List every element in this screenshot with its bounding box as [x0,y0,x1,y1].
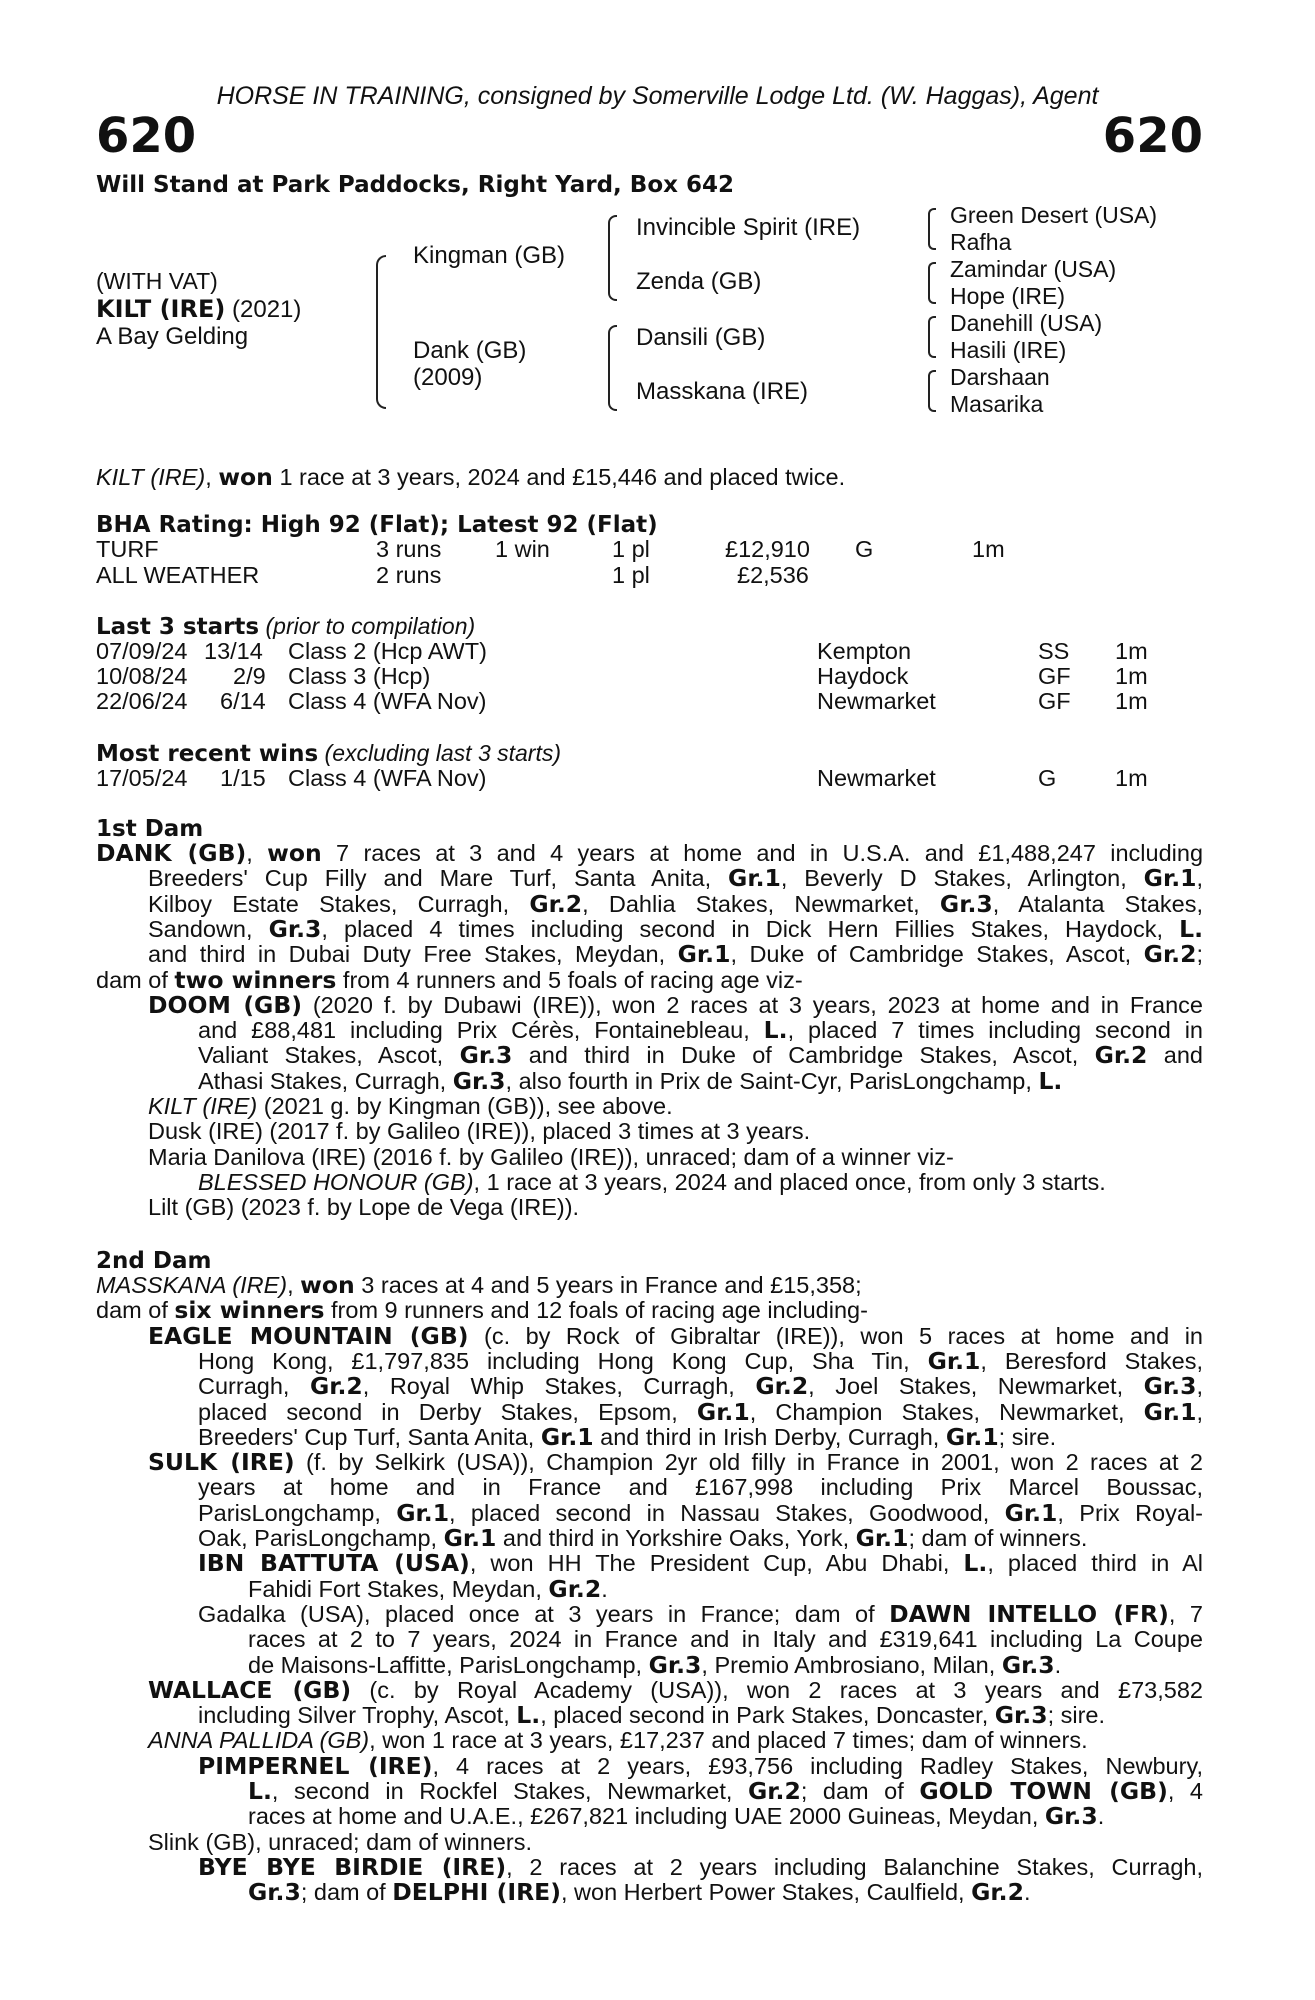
start-pos: 13/14 [204,638,263,664]
second_dam-line: L., second in Rockfel Stakes, Newmarket, Gr.2; dam of GOLD TOWN (GB), 4 [248,1777,1203,1805]
second_dam-line: PIMPERNEL (IRE), 4 races at 2 years, £93,756 including Radley Stakes, Newbury, [198,1751,1203,1780]
start-class: Class 3 (Hcp) [288,663,431,689]
last-starts-heading: Last 3 starts [96,614,260,640]
first-dam-heading: 1st Dam [96,816,204,842]
second_dam-line: Hong Kong, £1,797,835 including Hong Kong Cup, Sha Tin, Gr.1, Beresford Stakes, [198,1346,1203,1375]
second_dam-line: Slink (GB), unraced; dam of winners. [148,1828,532,1855]
first_dam-line: Dusk (IRE) (2017 f. by Galileo (IRE)), placed 3 times at 3 years. [148,1118,811,1145]
rating-wins: 1 win [495,536,550,562]
second_dam-line: ParisLongchamp, Gr.1, placed second in Nassau Stakes, Goodwood, Gr.1, Prix Royal- [198,1498,1203,1527]
recent-wins-heading: Most recent wins [96,741,319,767]
first_dam-line: DOOM (GB) (2020 f. by Dubawi (IRE)), won 2 races at 3 years, 2023 at home and in France [148,990,1203,1019]
second_dam-line: ANNA PALLIDA (GB), won 1 race at 3 years, £17,237 and placed 7 times; dam of winners. [148,1727,1088,1754]
pedigree-brace [608,215,617,301]
horse-title [96,295,301,324]
start-class: Class 2 (Hcp AWT) [288,638,487,664]
pedigree-g3-1: Green Desert (USA) [950,202,1158,228]
consignment-header: HORSE IN TRAINING, consigned by Somerville Lodge Ltd. (W. Haggas), Agent [216,82,1099,110]
summary-won: won [218,463,273,491]
second_dam-line: including Silver Trophy, Ascot, L., placed second in Park Stakes, Doncaster, Gr.3; sire. [198,1701,1106,1730]
pedigree-g3-5: Danehill (USA) [950,310,1103,336]
start-class: Class 4 (WFA Nov) [288,688,487,714]
summary-text: 1 race at 3 years, 2024 and £15,446 and placed twice. [279,464,846,490]
win-class: Class 4 (WFA Nov) [288,765,487,791]
first_dam-line: Valiant Stakes, Ascot, Gr.3 and third in Duke of Cambridge Stakes, Ascot, Gr.2 and [198,1041,1203,1070]
second_dam-line: WALLACE (GB) (c. by Royal Academy (USA)), won 2 races at 3 years and £73,582 [148,1675,1203,1704]
start-going: GF [1038,663,1071,689]
vat-note: (WITH VAT) [96,268,218,294]
horse-name: KILT (IRE) [96,295,226,323]
pedigree-brace [928,316,936,358]
pedigree-brace [928,208,936,250]
lot-number-right: 620 [1102,108,1203,164]
win-course: Newmarket [817,765,936,791]
first_dam-line: and £88,481 including Prix Cérès, Fontainebleau, L., placed 7 times including second in [198,1016,1203,1045]
second_dam-line: placed second in Derby Stakes, Epsom, Gr.1, Champion Stakes, Newmarket, Gr.1, [198,1397,1204,1426]
first_dam-line: BLESSED HONOUR (GB), 1 race at 3 years, 2024 and placed once, from only 3 starts. [198,1168,1106,1195]
pedigree-sire: Kingman (GB) [413,242,566,269]
first_dam-line: KILT (IRE) (2021 g. by Kingman (GB)), see above. [148,1093,673,1119]
rating-surface: ALL WEATHER [96,562,260,588]
pedigree-g3-4: Hope (IRE) [950,283,1066,309]
pedigree-brace [928,370,936,412]
win-date: 17/05/24 [96,765,188,791]
start-course: Newmarket [817,688,936,714]
pedigree-dam: Dank (GB) [413,337,527,364]
pedigree-g3-8: Masarika [950,391,1044,417]
first_dam-line: dam of two winners from 4 runners and 5 foals of racing age viz- [96,965,803,994]
rating-runs: 3 runs [376,536,442,562]
second_dam-line: Curragh, Gr.2, Royal Whip Stakes, Curragh, Gr.2, Joel Stakes, Newmarket, Gr.3, [198,1372,1203,1401]
second_dam-line: MASSKANA (IRE), won 3 races at 4 and 5 years in France and £15,358; [96,1271,862,1299]
start-going: GF [1038,688,1071,714]
start-date: 10/08/24 [96,663,188,689]
start-pos: 2/9 [233,663,266,689]
start-dist: 1m [1115,663,1148,689]
rating-going: G [855,536,874,562]
race-summary: KILT (IRE), won 1 race at 3 years, 2024 and £15,446 and placed twice. [96,463,846,491]
recent-wins-note: (excluding last 3 starts) [324,740,562,766]
second_dam-line: IBN BATTUTA (USA), won HH The President Cup, Abu Dhabi, L., placed third in Al [198,1549,1204,1578]
rating-runs: 2 runs [376,562,442,588]
second_dam-line: de Maisons-Laffitte, ParisLongchamp, Gr.3, Premio Ambrosiano, Milan, Gr.3. [248,1650,1062,1679]
start-dist: 1m [1115,638,1148,664]
lot-number-left: 620 [96,108,197,164]
last-starts-title [96,613,475,640]
first_dam-line: Lilt (GB) (2023 f. by Lope de Vega (IRE)). [148,1194,580,1221]
first_dam-line: Kilboy Estate Stakes, Curragh, Gr.2, Dahlia Stakes, Newmarket, Gr.3, Atalanta Stakes, [148,889,1204,918]
second_dam-line: BYE BYE BIRDIE (IRE), 2 races at 2 years including Balanchine Stakes, Curragh, [198,1852,1203,1881]
horse-year: (2021) [232,296,302,323]
second_dam-line: Oak, ParisLongchamp, Gr.1 and third in Yorkshire Oaks, York, Gr.1; dam of winners. [198,1524,1088,1552]
bha-rating-title: BHA Rating: High 92 (Flat); Latest 92 (Flat) [96,512,658,538]
pedigree-dam-year: (2009) [413,364,483,391]
rating-money: £2,536 [737,562,809,588]
second-dam-heading: 2nd Dam [96,1248,212,1274]
win-going: G [1038,765,1057,791]
first_dam-line: Maria Danilova (IRE) (2016 f. by Galileo (IRE)), unraced; dam of a winner viz- [148,1143,954,1170]
rating-placed: 1 pl [612,536,650,562]
second_dam-line: Fahidi Fort Stakes, Meydan, Gr.2. [248,1574,608,1603]
pedigree-g3-6: Hasili (IRE) [950,337,1067,363]
first_dam-line: Sandown, Gr.3, placed 4 times including second in Dick Hern Fillies Stakes, Haydock, L. [148,914,1203,943]
stand-location: Will Stand at Park Paddocks, Right Yard, Box 642 [96,172,734,198]
pedigree-g3-7: Darshaan [950,364,1050,390]
rating-dist: 1m [972,536,1005,562]
summary-horse-name: KILT (IRE) [96,464,206,490]
rating-money: £12,910 [725,536,810,562]
first_dam-line: Breeders' Cup Filly and Mare Turf, Santa Anita, Gr.1, Beverly D Stakes, Arlington, Gr.1, [148,864,1204,893]
second_dam-line: dam of six winners from 9 runners and 12 foals of racing age including- [96,1296,868,1325]
start-course: Kempton [817,638,912,664]
first_dam-line: and third in Dubai Duty Free Stakes, Meydan, Gr.1, Duke of Cambridge Stakes, Ascot, Gr.2; [148,940,1203,969]
pedigree-brace [376,255,386,409]
start-going: SS [1038,638,1070,664]
pedigree-dam-dam: Masskana (IRE) [636,378,809,405]
rating-placed: 1 pl [612,562,650,588]
start-date: 07/09/24 [96,638,188,664]
win-pos: 1/15 [220,765,266,791]
pedigree-sire-sire: Invincible Spirit (IRE) [636,214,861,241]
second_dam-line: Breeders' Cup Turf, Santa Anita, Gr.1 and third in Irish Derby, Curragh, Gr.1; sire. [198,1422,1057,1451]
first_dam-line: Athasi Stakes, Curragh, Gr.3, also fourth in Prix de Saint-Cyr, ParisLongchamp, L. [198,1066,1063,1095]
win-dist: 1m [1115,765,1148,791]
rating-surface: TURF [96,536,159,562]
second_dam-line: SULK (IRE) (f. by Selkirk (USA)), Champion 2yr old filly in France in 2001, won 2 races at 2 [148,1448,1203,1477]
last-starts-note: (prior to compilation) [265,613,476,639]
pedigree-sire-dam: Zenda (GB) [636,268,762,295]
second_dam-line: years at home and in France and £167,998 including Prix Marcel Boussac, [198,1474,1203,1501]
pedigree-brace [928,262,936,304]
pedigree-g3-2: Rafha [950,229,1012,255]
first_dam-line: DANK (GB), won 7 races at 3 and 4 years at home and in U.S.A. and £1,488,247 including [96,839,1204,867]
second_dam-line: Gadalka (USA), placed once at 3 years in France; dam of DAWN INTELLO (FR), 7 [198,1599,1203,1628]
horse-description: A Bay Gelding [96,323,249,350]
pedigree-dam-sire: Dansili (GB) [636,324,766,351]
pedigree-brace [608,325,617,411]
pedigree-g3-3: Zamindar (USA) [950,256,1117,282]
start-date: 22/06/24 [96,688,188,714]
start-pos: 6/14 [220,688,266,714]
second_dam-line: EAGLE MOUNTAIN (GB) (c. by Rock of Gibraltar (IRE)), won 5 races at home and in [148,1321,1203,1350]
recent-wins-title [96,740,561,767]
second_dam-line: races at 2 to 7 years, 2024 in France and in Italy and £319,641 including La Coupe [248,1626,1203,1653]
start-dist: 1m [1115,688,1148,714]
start-course: Haydock [817,663,909,689]
second_dam-line: Gr.3; dam of DELPHI (IRE), won Herbert Power Stakes, Caulfield, Gr.2. [248,1878,1031,1907]
second_dam-line: races at home and U.A.E., £267,821 including UAE 2000 Guineas, Meydan, Gr.3. [248,1802,1105,1831]
